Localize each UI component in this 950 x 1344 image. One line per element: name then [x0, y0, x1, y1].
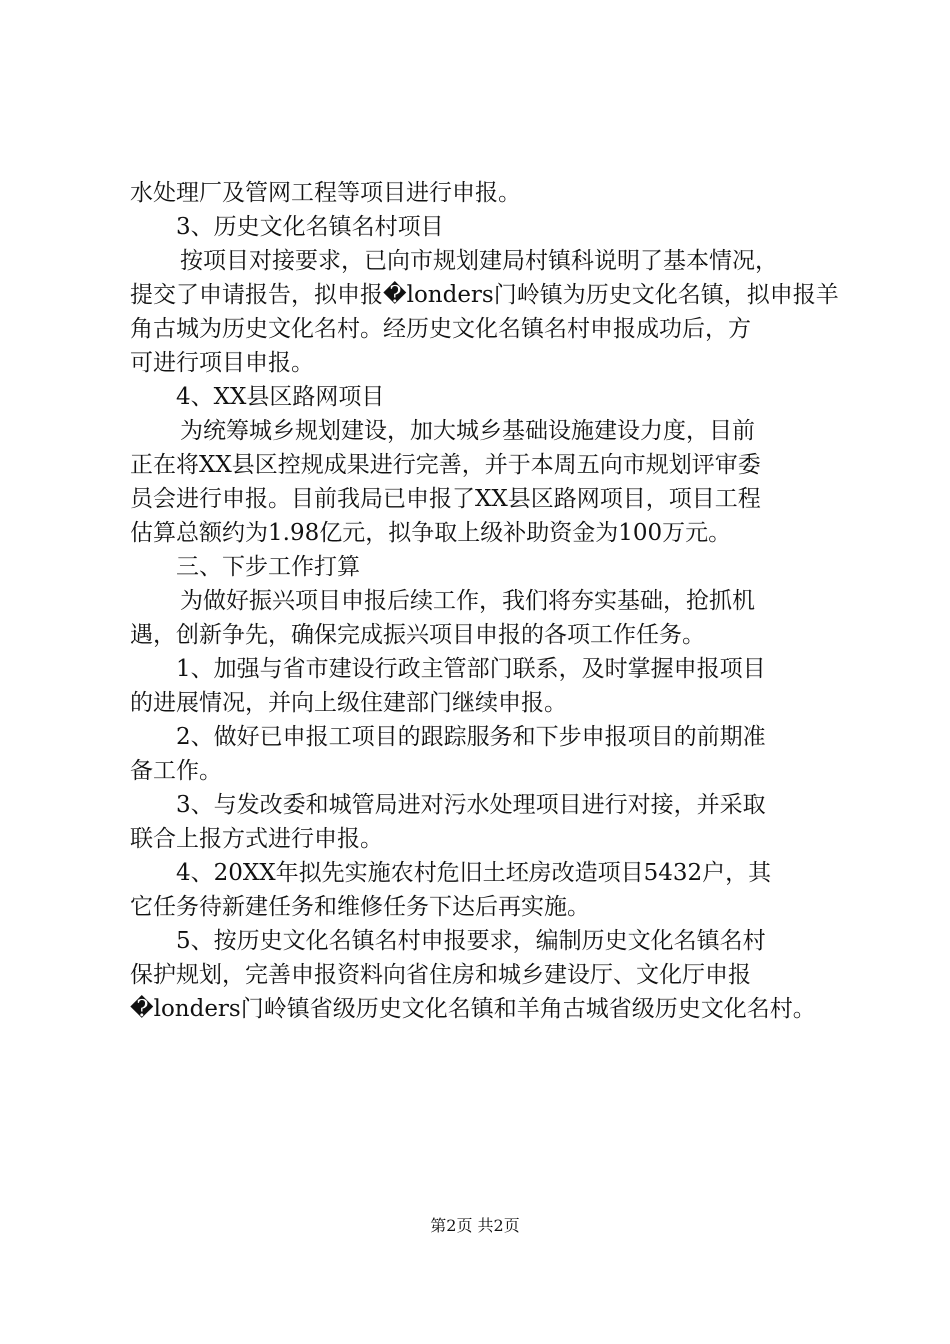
- text-line: 三、下步工作打算: [176, 554, 360, 580]
- text-line: 2、做好已申报工项目的跟踪服务和下步申报项目的前期准: [176, 724, 766, 750]
- text-line: 为做好振兴项目申报后续工作，我们将夯实基础，抢抓机: [180, 588, 755, 614]
- text-line: 保护规划，完善申报资料向省住房和城乡建设厅、文化厅申报: [130, 962, 751, 988]
- text-line: 备工作。: [130, 758, 222, 784]
- text-line: 1、加强与省市建设行政主管部门联系，及时掌握申报项目: [176, 656, 766, 682]
- text-line: 水处理厂及管网工程等项目进行申报。: [130, 180, 521, 206]
- text-line: 正在将XX县区控规成果进行完善，并于本周五向市规划评审委: [130, 452, 761, 478]
- text-line: 4、XX县区路网项目: [176, 384, 385, 410]
- text-line: 可进行项目申报。: [130, 350, 314, 376]
- page-number-footer: 第2页 共2页: [430, 1216, 520, 1235]
- text-line: 3、与发改委和城管局进对污水处理项目进行对接，并采取: [176, 792, 766, 818]
- text-line: 角古城为历史文化名村。经历史文化名镇名村申报成功后，方: [130, 316, 751, 342]
- text-line: 联合上报方式进行申报。: [130, 826, 383, 852]
- text-line: 遇，创新争先，确保完成振兴项目申报的各项工作任务。: [130, 622, 705, 648]
- document-body: [130, 176, 839, 1026]
- text-line: 估算总额约为1.98亿元，拟争取上级补助资金为100万元。: [130, 520, 732, 546]
- text-line: 4、20XX年拟先实施农村危旧土坯房改造项目5432户，其: [176, 860, 772, 886]
- text-line: 它任务待新建任务和维修任务下达后再实施。: [130, 894, 590, 920]
- text-line: 按项目对接要求，已向市规划建局村镇科说明了基本情况，: [180, 248, 778, 274]
- text-line: 为统筹城乡规划建设，加大城乡基础设施建设力度，目前: [180, 418, 755, 444]
- text-line: 员会进行申报。目前我局已申报了XX县区路网项目，项目工程: [130, 486, 761, 512]
- text-line: 5、按历史文化名镇名村申报要求，编制历史文化名镇名村: [176, 928, 766, 954]
- text-line: �londers门岭镇省级历史文化名镇和羊角古城省级历史文化名村。: [130, 996, 816, 1022]
- text-line: 3、历史文化名镇名村项目: [176, 214, 444, 240]
- text-line: 的进展情况，并向上级住建部门继续申报。: [130, 690, 567, 716]
- text-line: 提交了申请报告，拟申报�londers门岭镇为历史文化名镇，拟申报羊: [130, 282, 839, 308]
